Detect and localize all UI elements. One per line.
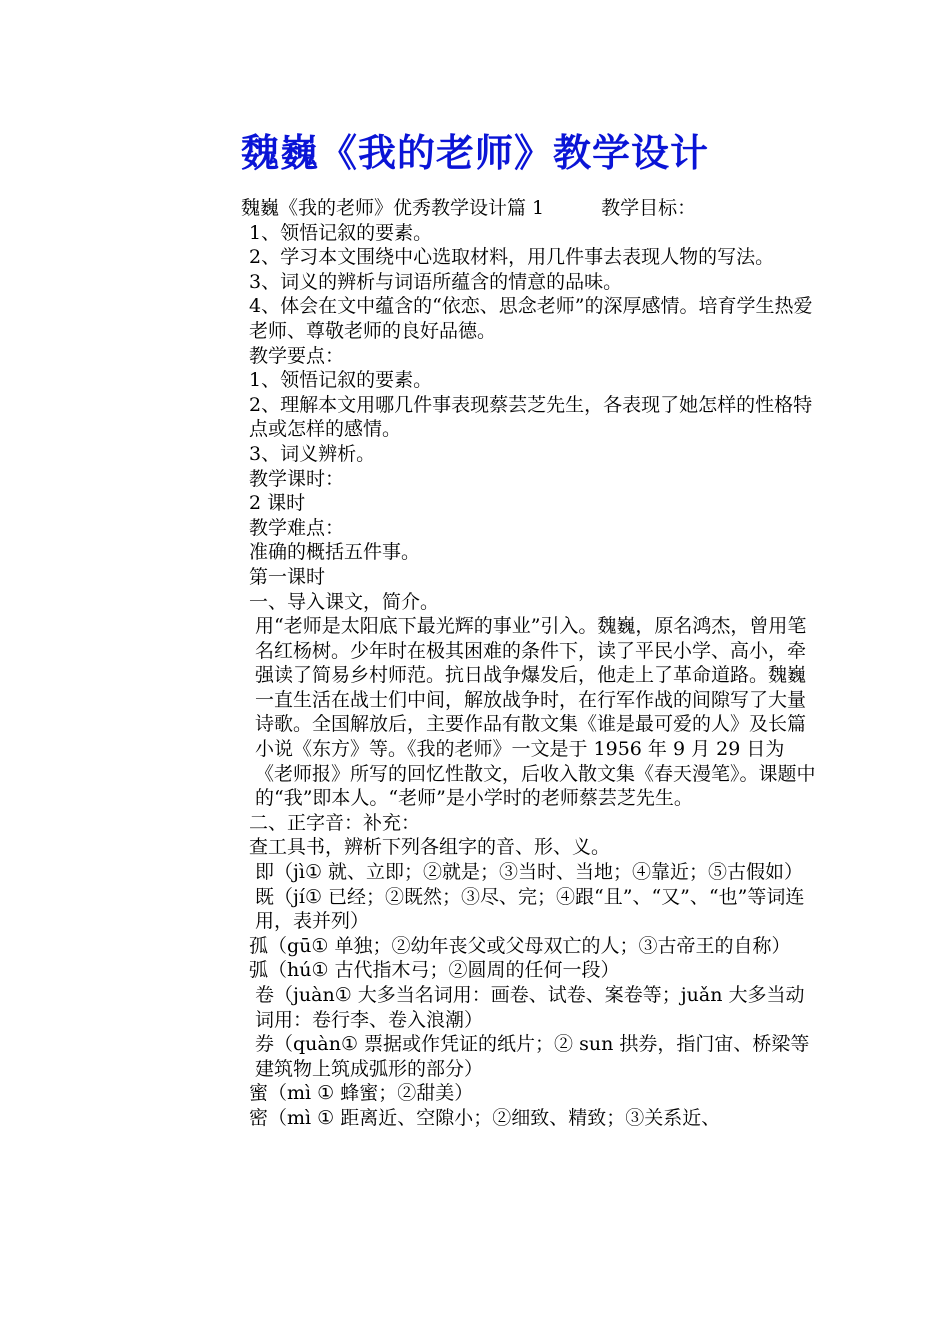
- body-paragraph: 3、词义辨析。: [249, 442, 376, 465]
- body-paragraph: 用“老师是太阳底下最光辉的事业”引入。魏巍，原名鸿杰，曾用笔名红杨树。少年时在极其困难的条件下，读了平民小学、高小，牵强读了简易乡村师范。抗日战争爆发后，他走上了革命道路。魏巍一直生活在战士们中间，解放战争时，在行军作战的间隙写了大量诗歌。全国解放后，主要作品有散文集《谁是最可爱的人》及长篇小说《东方》等。《我的老师》一文是于 1956 年 9 月 29 日为《老师报》所写的回忆性散文，后收入散文集《春天漫笔》。课题中的“我”即本人。“老师”是小学时的老师蔡芸芝先生。: [255, 615, 816, 810]
- body-paragraph: 即（jì① 就、立即；②就是；③当时、当地；④靠近；⑤古假如）: [255, 861, 804, 884]
- body-paragraph: 第一课时: [249, 565, 326, 588]
- body-paragraph: 既（jí① 已经；②既然；③尽、完；④跟“且”、“又”、“也”等词连用，表并列）: [255, 885, 805, 933]
- body-paragraph: 教学课时：: [249, 467, 345, 490]
- body-paragraph: 1、领悟记叙的要素。: [249, 369, 433, 392]
- body-paragraph: 查工具书，辨析下列各组字的音、形、义。: [249, 836, 611, 859]
- body-paragraph: 弧（hú① 古代指木弓；②圆周的任何一段）: [249, 959, 620, 982]
- body-paragraph: 卷（juàn① 大多当名词用：画卷、试卷、案卷等；juǎn 大多当动词用：卷行李、卷入浪潮）: [255, 984, 805, 1031]
- body-paragraph: 1、领悟记叙的要素。: [249, 221, 433, 244]
- body-paragraph: 蜜（mì ① 蜂蜜；②甜美）: [249, 1082, 474, 1105]
- document-body: [145, 196, 817, 1131]
- body-paragraph: 魏巍《我的老师》优秀教学设计篇 1 教学目标：: [241, 197, 697, 219]
- body-paragraph: 准确的概括五件事。: [249, 541, 421, 564]
- body-paragraph: 2、学习本文围绕中心选取材料，用几件事去表现人物的写法。: [249, 246, 775, 269]
- body-paragraph: 3、词义的辨析与词语所蕴含的情意的品味。: [249, 270, 623, 293]
- body-paragraph: 二、正字音：补充：: [249, 811, 421, 834]
- body-paragraph: 2 课时: [249, 492, 306, 515]
- document-title: 魏巍《我的老师》教学设计: [240, 131, 709, 175]
- body-paragraph: 教学要点：: [249, 344, 345, 367]
- body-paragraph: 2、理解本文用哪几件事表现蔡芸芝先生，各表现了她怎样的性格特点或怎样的感情。: [249, 393, 813, 441]
- body-paragraph: 券（quàn① 票据或作凭证的纸片；② sun 拱券，指门宙、桥梁等建筑物上筑成弧形的部分）: [255, 1033, 810, 1080]
- body-paragraph: 4、体会在文中蕴含的“依恋、思念老师”的深厚感情。培育学生热爱老师、尊敬老师的良好品德。: [249, 295, 813, 342]
- body-paragraph: 密（mì ① 距离近、空隙小；②细致、精致；③关系近、: [249, 1106, 721, 1129]
- body-paragraph: 孤（gū① 单独；②幼年丧父或父母双亡的人；③古帝王的自称）: [249, 934, 791, 957]
- body-paragraph: 教学难点：: [249, 516, 345, 539]
- body-paragraph: 一、导入课文，简介。: [249, 590, 440, 613]
